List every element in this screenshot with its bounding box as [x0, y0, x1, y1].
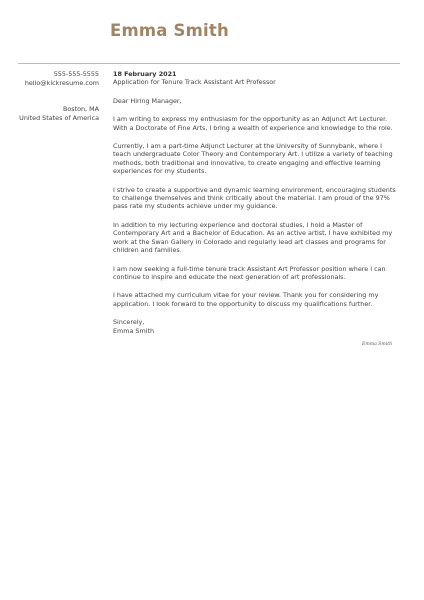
letter-paragraph: In addition to my lecturing experience and doctoral studies, I hold a Master of Contemporary Art and a Bachelor of Education. As an active artist, I have exhibited my work at the Swan Gallery in Colorado and regularly lead art classes and programs for children and families.: [113, 220, 393, 255]
letter-paragraph: I am now seeking a full-time tenure track Assistant Art Professor position where I can continue to inspire and educate the next generation of art professionals.: [113, 264, 386, 281]
letter-body: [113, 70, 400, 335]
phone-number: 555-555-5555: [53, 70, 99, 78]
handwritten-signature: Emma Smith: [362, 342, 393, 347]
letter-closing: Sincerely,: [113, 318, 145, 327]
address-block: [10, 105, 99, 123]
letter-paragraph: I strive to create a supportive and dynamic learning environment, encouraging students to challenge themselves and think critically about the material. I am proud of the 97% pass rate my students achieve under my guidance.: [113, 185, 396, 211]
letter-paragraph: Currently, I am a part-time Adjunct Lecturer at the University of Sunnybank, where I teach undergraduate Color Theory and Contemporary Art. I utilize a variety of teaching methods, both traditional and innovative, to create engaging and effective learning experiences for my students.: [113, 142, 393, 176]
letter-greeting: Dear Hiring Manager,: [113, 96, 182, 105]
contact-info: [10, 70, 99, 88]
letter-date: 18 February 2021: [113, 70, 177, 78]
letter-sender: Emma Smith: [113, 326, 155, 335]
letter-paragraph: I am writing to express my enthusiasm for the opportunity as an Adjunct Art Lecturer. With a Doctorate of Fine Arts, I bring a wealth of experience and knowledge to the role.: [113, 115, 393, 132]
address-country: United States of America: [19, 114, 99, 122]
letter-subject: Application for Tenure Track Assistant Art Professor: [113, 78, 276, 87]
email-address: hello@kickresume.com: [24, 79, 99, 87]
header-divider: [18, 63, 400, 64]
applicant-name: Emma Smith: [110, 21, 229, 40]
letter-paragraph: I have attached my curriculum vitae for your review. Thank you for considering my application. I look forward to the opportunity to discuss my qualifications further.: [113, 291, 379, 308]
address-city: Boston, MA: [62, 105, 99, 113]
